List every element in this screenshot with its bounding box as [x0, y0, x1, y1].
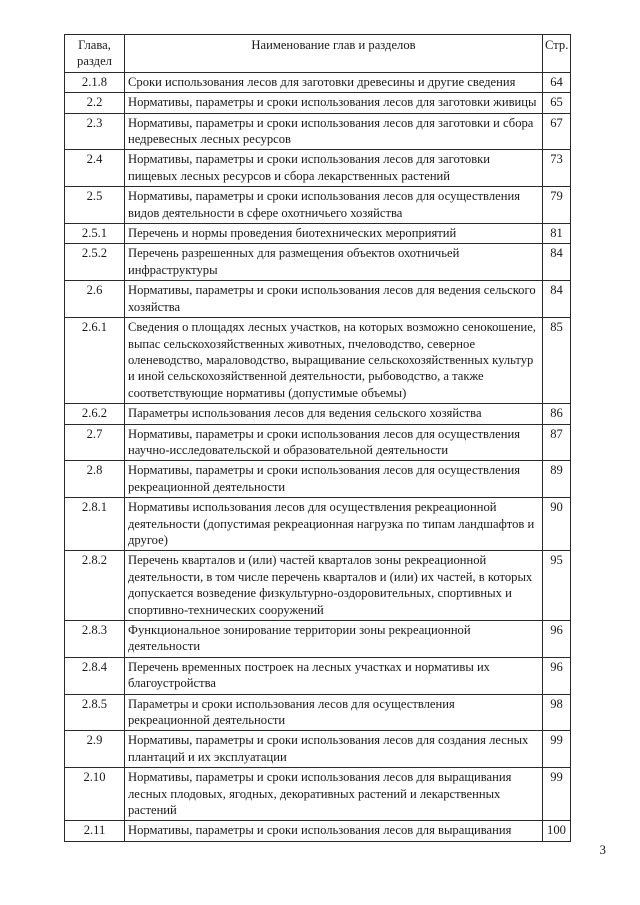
section-title: Сведения о площадях лесных участков, на которых возможно сенокошение, выпас сельскохозяйственных животных, пчеловодство, северное оленеводство, мараловодство, выращивание сельскохозяйственных культур и иной сельскохозяйственной деятельности, рыбоводство, а также соответствующие нормативы (допустимые объемы): [125, 318, 543, 404]
section-number: 2.3: [65, 113, 125, 150]
section-page: 64: [543, 72, 571, 92]
section-title: Нормативы, параметры и сроки использования лесов для заготовки живицы: [125, 93, 543, 113]
section-number: 2.5: [65, 187, 125, 224]
section-title: Функциональное зонирование территории зоны рекреационной деятельности: [125, 621, 543, 658]
section-page: 87: [543, 424, 571, 461]
toc-header-row: [65, 35, 571, 73]
table-row: [65, 768, 571, 821]
table-row: [65, 187, 571, 224]
section-title: Нормативы использования лесов для осуществления рекреационной деятельности (допустимая рекреационная нагрузка по типам ландшафтов и другое): [125, 498, 543, 551]
section-title: Нормативы, параметры и сроки использования лесов для ведения сельского хозяйства: [125, 281, 543, 318]
section-number: 2.10: [65, 768, 125, 821]
table-row: [65, 461, 571, 498]
section-title: Перечень временных построек на лесных участках и нормативы их благоустройства: [125, 657, 543, 694]
table-row: [65, 244, 571, 281]
table-row: [65, 621, 571, 658]
section-page: 98: [543, 694, 571, 731]
section-title: Нормативы, параметры и сроки использования лесов для выращивания: [125, 821, 543, 841]
section-number: 2.5.1: [65, 224, 125, 244]
header-page: Стр.: [543, 35, 571, 73]
section-number: 2.11: [65, 821, 125, 841]
table-row: [65, 657, 571, 694]
table-row: [65, 821, 571, 841]
section-number: 2.7: [65, 424, 125, 461]
section-title: Нормативы, параметры и сроки использования лесов для заготовки пищевых лесных ресурсов и сбора лекарственных растений: [125, 150, 543, 187]
section-number: 2.8.2: [65, 551, 125, 621]
table-row: [65, 150, 571, 187]
section-number: 2.6.2: [65, 404, 125, 424]
table-row: [65, 731, 571, 768]
section-number: 2.8.4: [65, 657, 125, 694]
section-page: 73: [543, 150, 571, 187]
section-title: Параметры и сроки использования лесов для осуществления рекреационной деятельности: [125, 694, 543, 731]
header-title: Наименование глав и разделов: [125, 35, 543, 73]
section-number: 2.5.2: [65, 244, 125, 281]
table-row: [65, 551, 571, 621]
section-page: 96: [543, 657, 571, 694]
section-page: 89: [543, 461, 571, 498]
section-page: 85: [543, 318, 571, 404]
section-page: 81: [543, 224, 571, 244]
section-number: 2.1.8: [65, 72, 125, 92]
table-row: [65, 93, 571, 113]
section-number: 2.9: [65, 731, 125, 768]
section-title: Сроки использования лесов для заготовки древесины и другие сведения: [125, 72, 543, 92]
section-page: 99: [543, 731, 571, 768]
table-of-contents: [64, 34, 571, 842]
section-number: 2.8.5: [65, 694, 125, 731]
section-number: 2.8: [65, 461, 125, 498]
section-page: 84: [543, 244, 571, 281]
section-title: Нормативы, параметры и сроки использования лесов для создания лесных плантаций и их эксплуатации: [125, 731, 543, 768]
section-title: Параметры использования лесов для ведения сельского хозяйства: [125, 404, 543, 424]
table-row: [65, 281, 571, 318]
section-number: 2.6.1: [65, 318, 125, 404]
section-title: Нормативы, параметры и сроки использования лесов для осуществления видов деятельности в сфере охотничьего хозяйства: [125, 187, 543, 224]
section-page: 90: [543, 498, 571, 551]
table-row: [65, 404, 571, 424]
section-page: 67: [543, 113, 571, 150]
section-page: 79: [543, 187, 571, 224]
section-title: Нормативы, параметры и сроки использования лесов для заготовки и сбора недревесных лесных ресурсов: [125, 113, 543, 150]
toc-body: [65, 72, 571, 841]
table-row: [65, 424, 571, 461]
section-page: 65: [543, 93, 571, 113]
section-number: 2.8.3: [65, 621, 125, 658]
section-title: Перечень разрешенных для размещения объектов охотничьей инфраструктуры: [125, 244, 543, 281]
section-page: 95: [543, 551, 571, 621]
section-number: 2.2: [65, 93, 125, 113]
section-page: 96: [543, 621, 571, 658]
section-title: Нормативы, параметры и сроки использования лесов для осуществления рекреационной деятельности: [125, 461, 543, 498]
table-row: [65, 694, 571, 731]
section-number: 2.6: [65, 281, 125, 318]
section-title: Перечень и нормы проведения биотехнических мероприятий: [125, 224, 543, 244]
table-row: [65, 318, 571, 404]
table-row: [65, 72, 571, 92]
section-number: 2.8.1: [65, 498, 125, 551]
table-row: [65, 113, 571, 150]
section-title: Нормативы, параметры и сроки использования лесов для осуществления научно-исследовательской и образовательной деятельности: [125, 424, 543, 461]
section-title: Нормативы, параметры и сроки использования лесов для выращивания лесных плодовых, ягодных, декоративных растений и лекарственных растений: [125, 768, 543, 821]
page-number: 3: [599, 842, 606, 857]
section-title: Перечень кварталов и (или) частей кварталов зоны рекреационной деятельности, в том числе перечень кварталов и (или) их частей, в которых допускается возведение физкультурно-оздоровительных, спортивных и спортивно-технических сооружений: [125, 551, 543, 621]
table-row: [65, 498, 571, 551]
section-page: 99: [543, 768, 571, 821]
table-row: [65, 224, 571, 244]
section-number: 2.4: [65, 150, 125, 187]
section-page: 84: [543, 281, 571, 318]
header-chapter: Глава, раздел: [65, 35, 125, 73]
section-page: 86: [543, 404, 571, 424]
section-page: 100: [543, 821, 571, 841]
